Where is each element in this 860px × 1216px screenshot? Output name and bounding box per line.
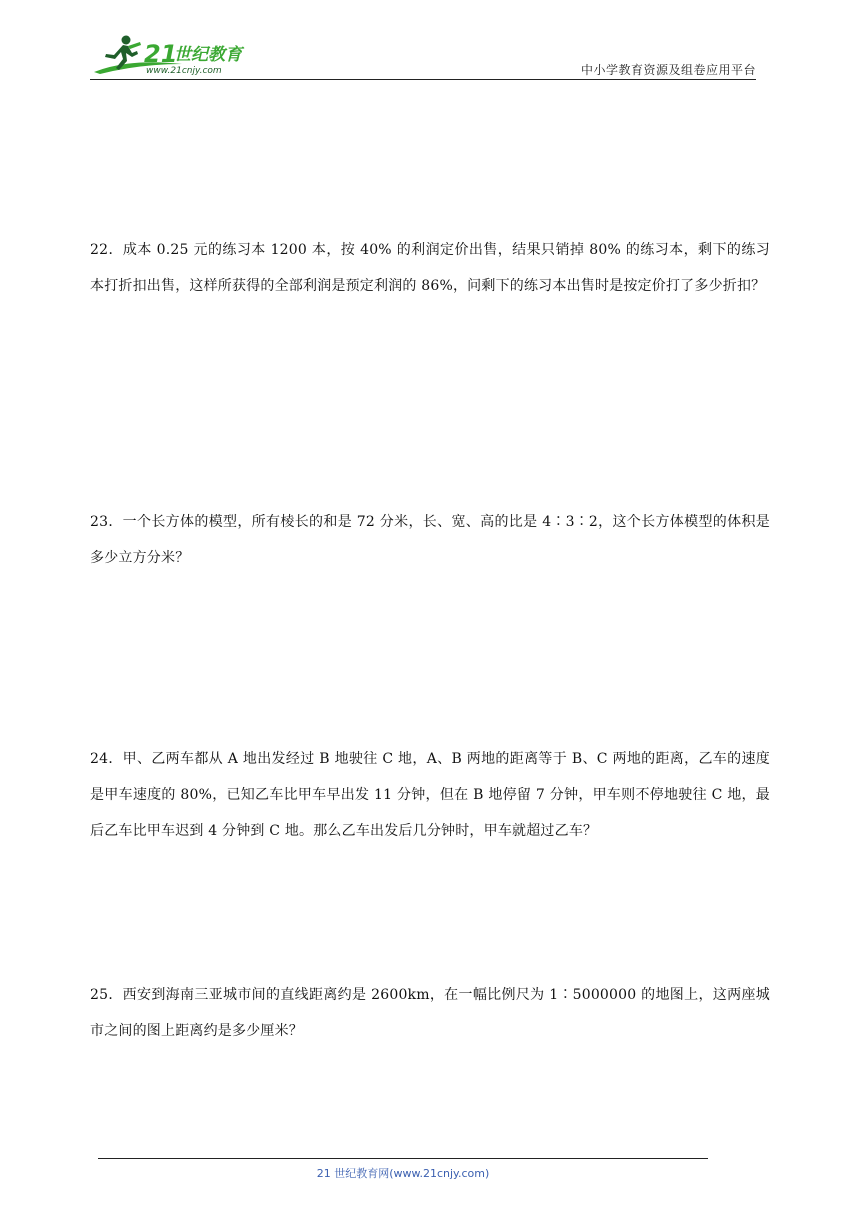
runner-logo-icon: [90, 28, 260, 78]
footer-divider: [98, 1158, 708, 1159]
question-25: 25．西安到海南三亚城市间的直线距离约是 2600km，在一幅比例尺为 1∶5000000 的地图上，这两座城市之间的图上距离约是多少厘米？: [90, 987, 770, 1039]
page-header: [90, 28, 756, 82]
svg-text:www.21cnjy.com: www.21cnjy.com: [146, 66, 222, 76]
platform-name: 中小学教育资源及组卷应用平台: [580, 63, 756, 77]
header-divider: [90, 79, 756, 80]
question-24: 24．甲、乙两车都从 A 地出发经过 B 地驶往 C 地，A、B 两地的距离等于 B、C 两地的距离，乙车的速度是甲车速度的 80%，已知乙车比甲车早出发 11 分钟，但在 B 地停留 7 分钟，甲车则不停地驶往 C 地，最后乙车比甲车迟到 4 分钟到 C 地。那么乙车出发后几分钟时，甲车就超过乙车？: [90, 751, 770, 839]
footer-text: 21 世纪教育网(www.21cnjy.com): [316, 1167, 490, 1180]
site-logo: [90, 28, 260, 78]
svg-text:21: 21: [144, 40, 178, 68]
question-23: 23．一个长方体的模型，所有棱长的和是 72 分米，长、宽、高的比是 4∶3∶2，这个长方体模型的体积是多少立方分米？: [90, 514, 770, 566]
svg-text:世纪教育: 世纪教育: [174, 45, 242, 65]
question-22: 22．成本 0.25 元的练习本 1200 本，按 40% 的利润定价出售，结果只销掉 80% 的练习本，剩下的练习本打折扣出售，这样所获得的全部利润是预定利润的 86%，问剩下的练习本出售时是按定价打了多少折扣？: [90, 242, 770, 294]
